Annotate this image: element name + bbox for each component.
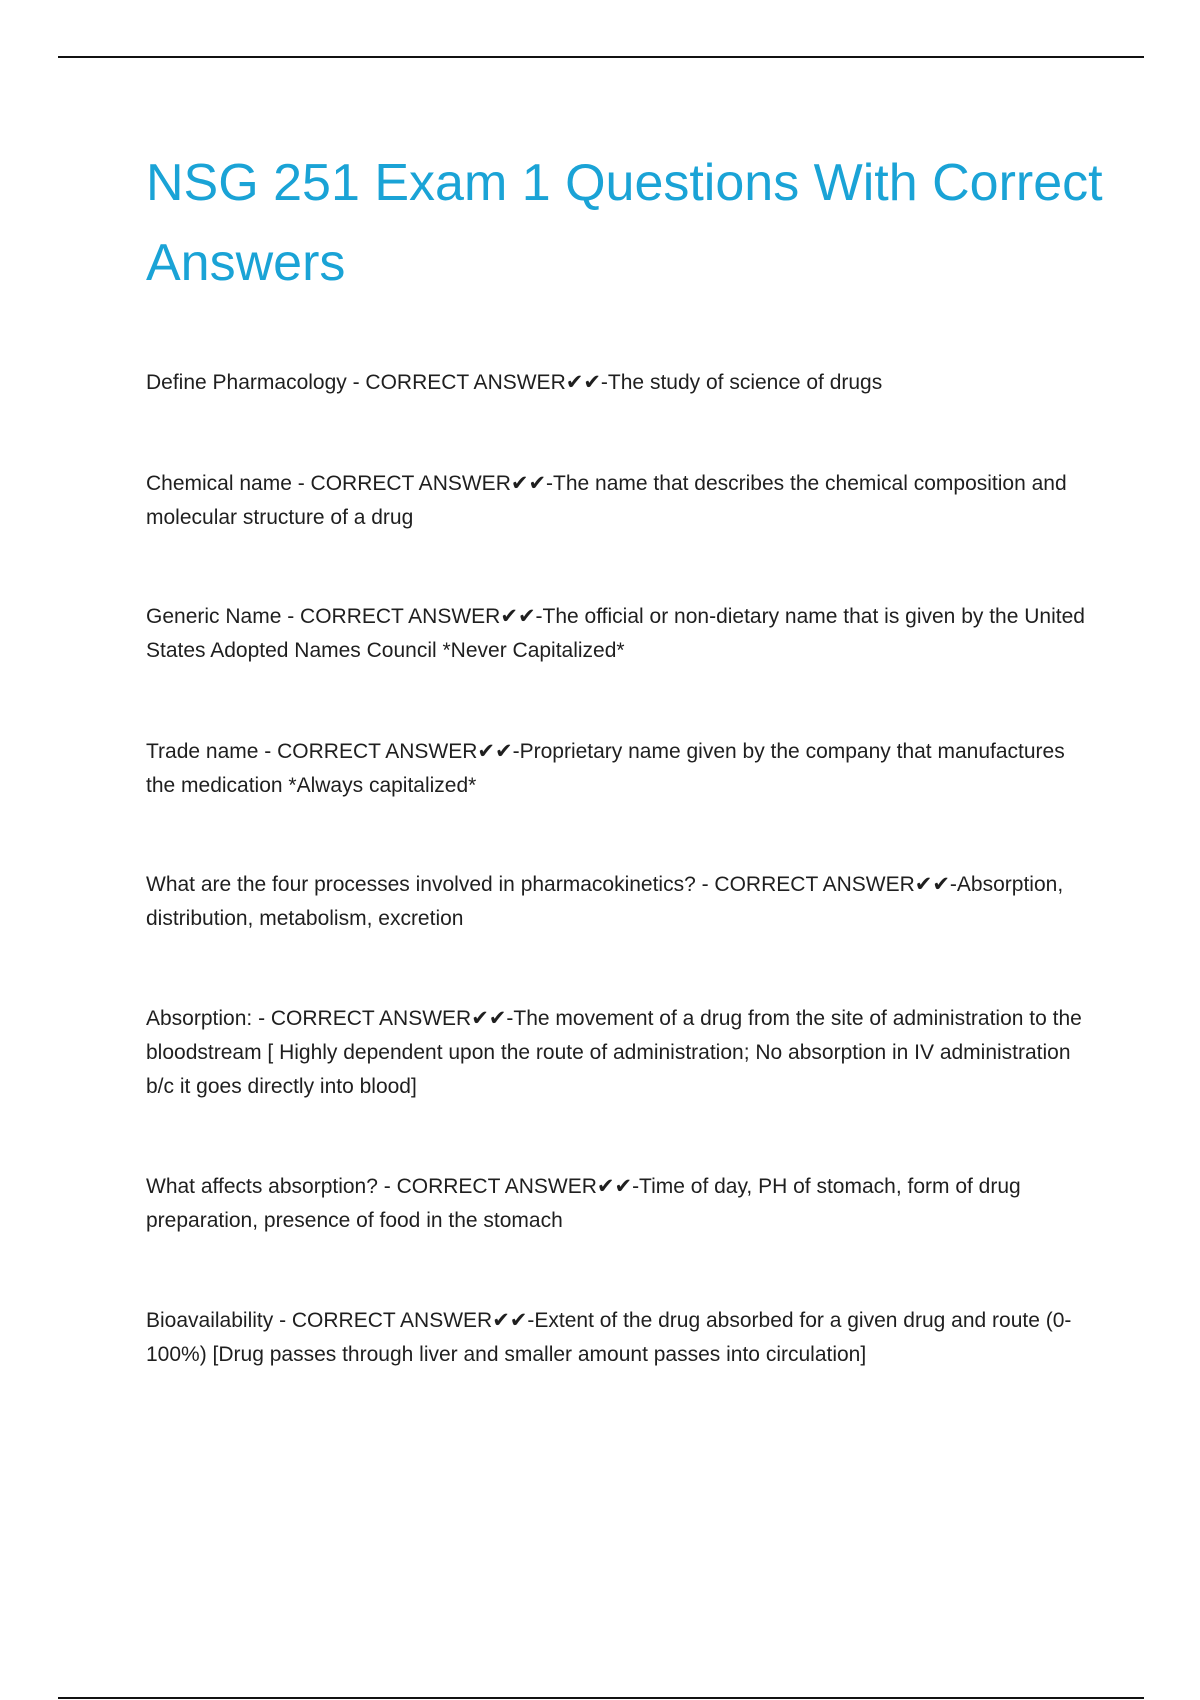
qa-entry-trade-name: Trade name - CORRECT ANSWER✔✔-Proprietary name given by the company that manufactures the medication *Always capitalized* [146, 740, 1065, 797]
qa-entry-pharmacokinetics: What are the four processes involved in pharmacokinetics? - CORRECT ANSWER✔✔-Absorption, distribution, metabolism, excretion [146, 873, 1064, 930]
qa-entry-chemical-name: Chemical name - CORRECT ANSWER✔✔-The name that describes the chemical composition and molecular structure of a drug [146, 472, 1067, 529]
qa-entry-bioavailability: Bioavailability - CORRECT ANSWER✔✔-Extent of the drug absorbed for a given drug and route (0-100%) [Drug passes through liver and smaller amount passes into circulation] [146, 1309, 1072, 1366]
qa-entry-define-pharmacology: Define Pharmacology - CORRECT ANSWER✔✔-The study of science of drugs [146, 371, 883, 394]
top-rule [58, 56, 1144, 58]
bottom-rule [58, 1697, 1144, 1699]
document-title: NSG 251 Exam 1 Questions With Correct Answers [146, 154, 1103, 292]
qa-entry-absorption-factors: What affects absorption? - CORRECT ANSWER✔✔-Time of day, PH of stomach, form of drug preparation, presence of food in the stomach [146, 1175, 1021, 1232]
qa-entry-generic-name: Generic Name - CORRECT ANSWER✔✔-The official or non-dietary name that is given by the United States Adopted Names Council *Never Capitalized* [146, 605, 1085, 662]
qa-entry-absorption: Absorption: - CORRECT ANSWER✔✔-The movement of a drug from the site of administration to the bloodstream [ Highly dependent upon the route of administration; No absorption in IV administration b/c it goes directly into blood] [146, 1007, 1082, 1098]
